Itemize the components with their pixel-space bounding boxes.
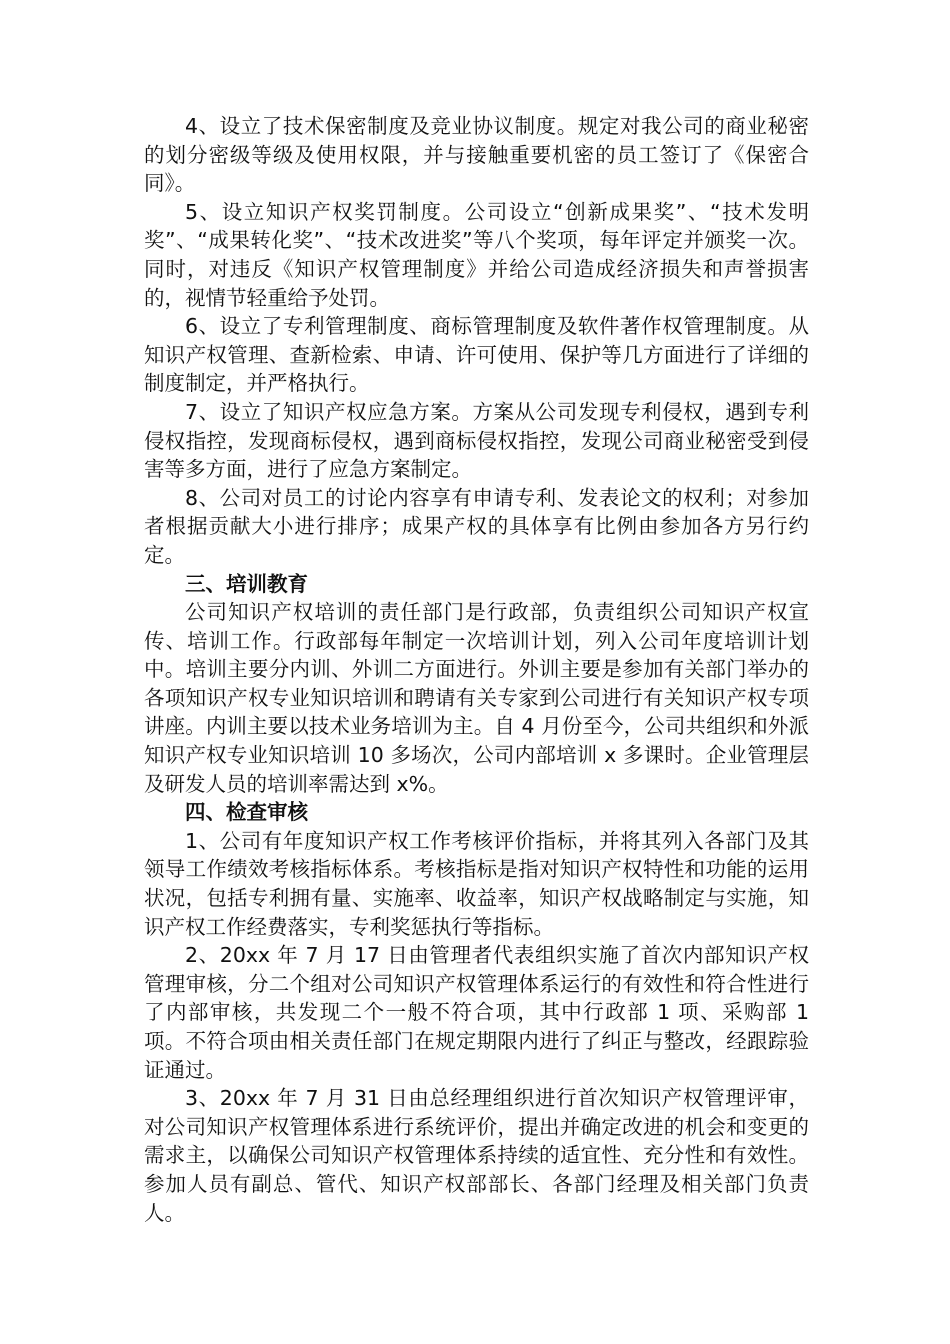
item-6-patent-trademark-software: 6、设立了专利管理制度、商标管理制度及软件著作权管理制度。从知识产权管理、查新检索、申请、许可使用、保护等几方面进行了详细的制度制定，并严格执行。	[144, 314, 809, 396]
audit-item-1: 1、公司有年度知识产权工作考核评价指标，并将其列入各部门及其领导工作绩效考核指标体系。考核指标是指对知识产权特性和功能的运用状况，包括专利拥有量、实施率、收益率，知识产权战略制定与实施，知识产权工作经费落实，专利奖惩执行等指标。	[144, 828, 809, 939]
item-5-reward-penalty-system: 5、设立知识产权奖罚制度。公司设立“创新成果奖”、“技术发明奖”、“成果转化奖”、“技术改进奖”等八个奖项，每年评定并颁奖一次。同时，对违反《知识产权管理制度》并给公司造成经济损失和声誉损害的，视情节轻重给予处罚。	[144, 199, 809, 310]
item-7-emergency-plan: 7、设立了知识产权应急方案。方案从公司发现专利侵权，遇到专利侵权指控，发现商标侵权，遇到商标侵权指控，发现公司商业秘密受到侵害等多方面，进行了应急方案制定。	[144, 399, 809, 482]
training-paragraph: 公司知识产权培训的责任部门是行政部，负责组织公司知识产权宣传、培训工作。行政部每年制定一次培训计划，列入公司年度培训计划中。培训主要分内训、外训二方面进行。外训主要是参加有关部门举办的各项知识产权专业知识培训和聘请有关专家到公司进行有关知识产权专项讲座。内训主要以技术业务培训为主。自 4 月份至今，公司共组织和外派知识产权专业知识培训 10 多场次，公司内部培训 x 多课时。企业管理层及研发人员的培训率需达到 x%。	[144, 600, 809, 796]
audit-item-3: 3、20xx 年 7 月 31 日由总经理组织进行首次知识产权管理评审，对公司知识产权管理体系进行系统评价，提出并确定改进的机会和变更的需求主，以确保公司知识产权管理体系持续的适宜性、充分性和有效性。参加人员有副总、管代、知识产权部部长、各部门经理及相关部门负责人。	[144, 1086, 809, 1225]
audit-item-2: 2、20xx 年 7 月 17 日由管理者代表组织实施了首次内部知识产权管理审核，分二个组对公司知识产权管理体系运行的有效性和符合性进行了内部审核，共发现二个一般不符合项，其中行政部 1 项、采购部 1 项。不符合项由相关责任部门在规定期限内进行了纠正与整改，经跟踪验证通过。	[144, 943, 809, 1082]
document-page	[144, 112, 809, 1227]
section-4-heading: 四、检查审核	[185, 800, 308, 825]
item-8-employee-rights: 8、公司对员工的讨论内容享有申请专利、发表论文的权利；对参加者根据贡献大小进行排序；成果产权的具体享有比例由参加各方另行约定。	[144, 485, 809, 567]
item-4-confidentiality-system: 4、设立了技术保密制度及竞业协议制度。规定对我公司的商业秘密的划分密级等级及使用权限，并与接触重要机密的员工签订了《保密合同》。	[144, 114, 809, 196]
section-3-heading: 三、培训教育	[185, 571, 308, 596]
